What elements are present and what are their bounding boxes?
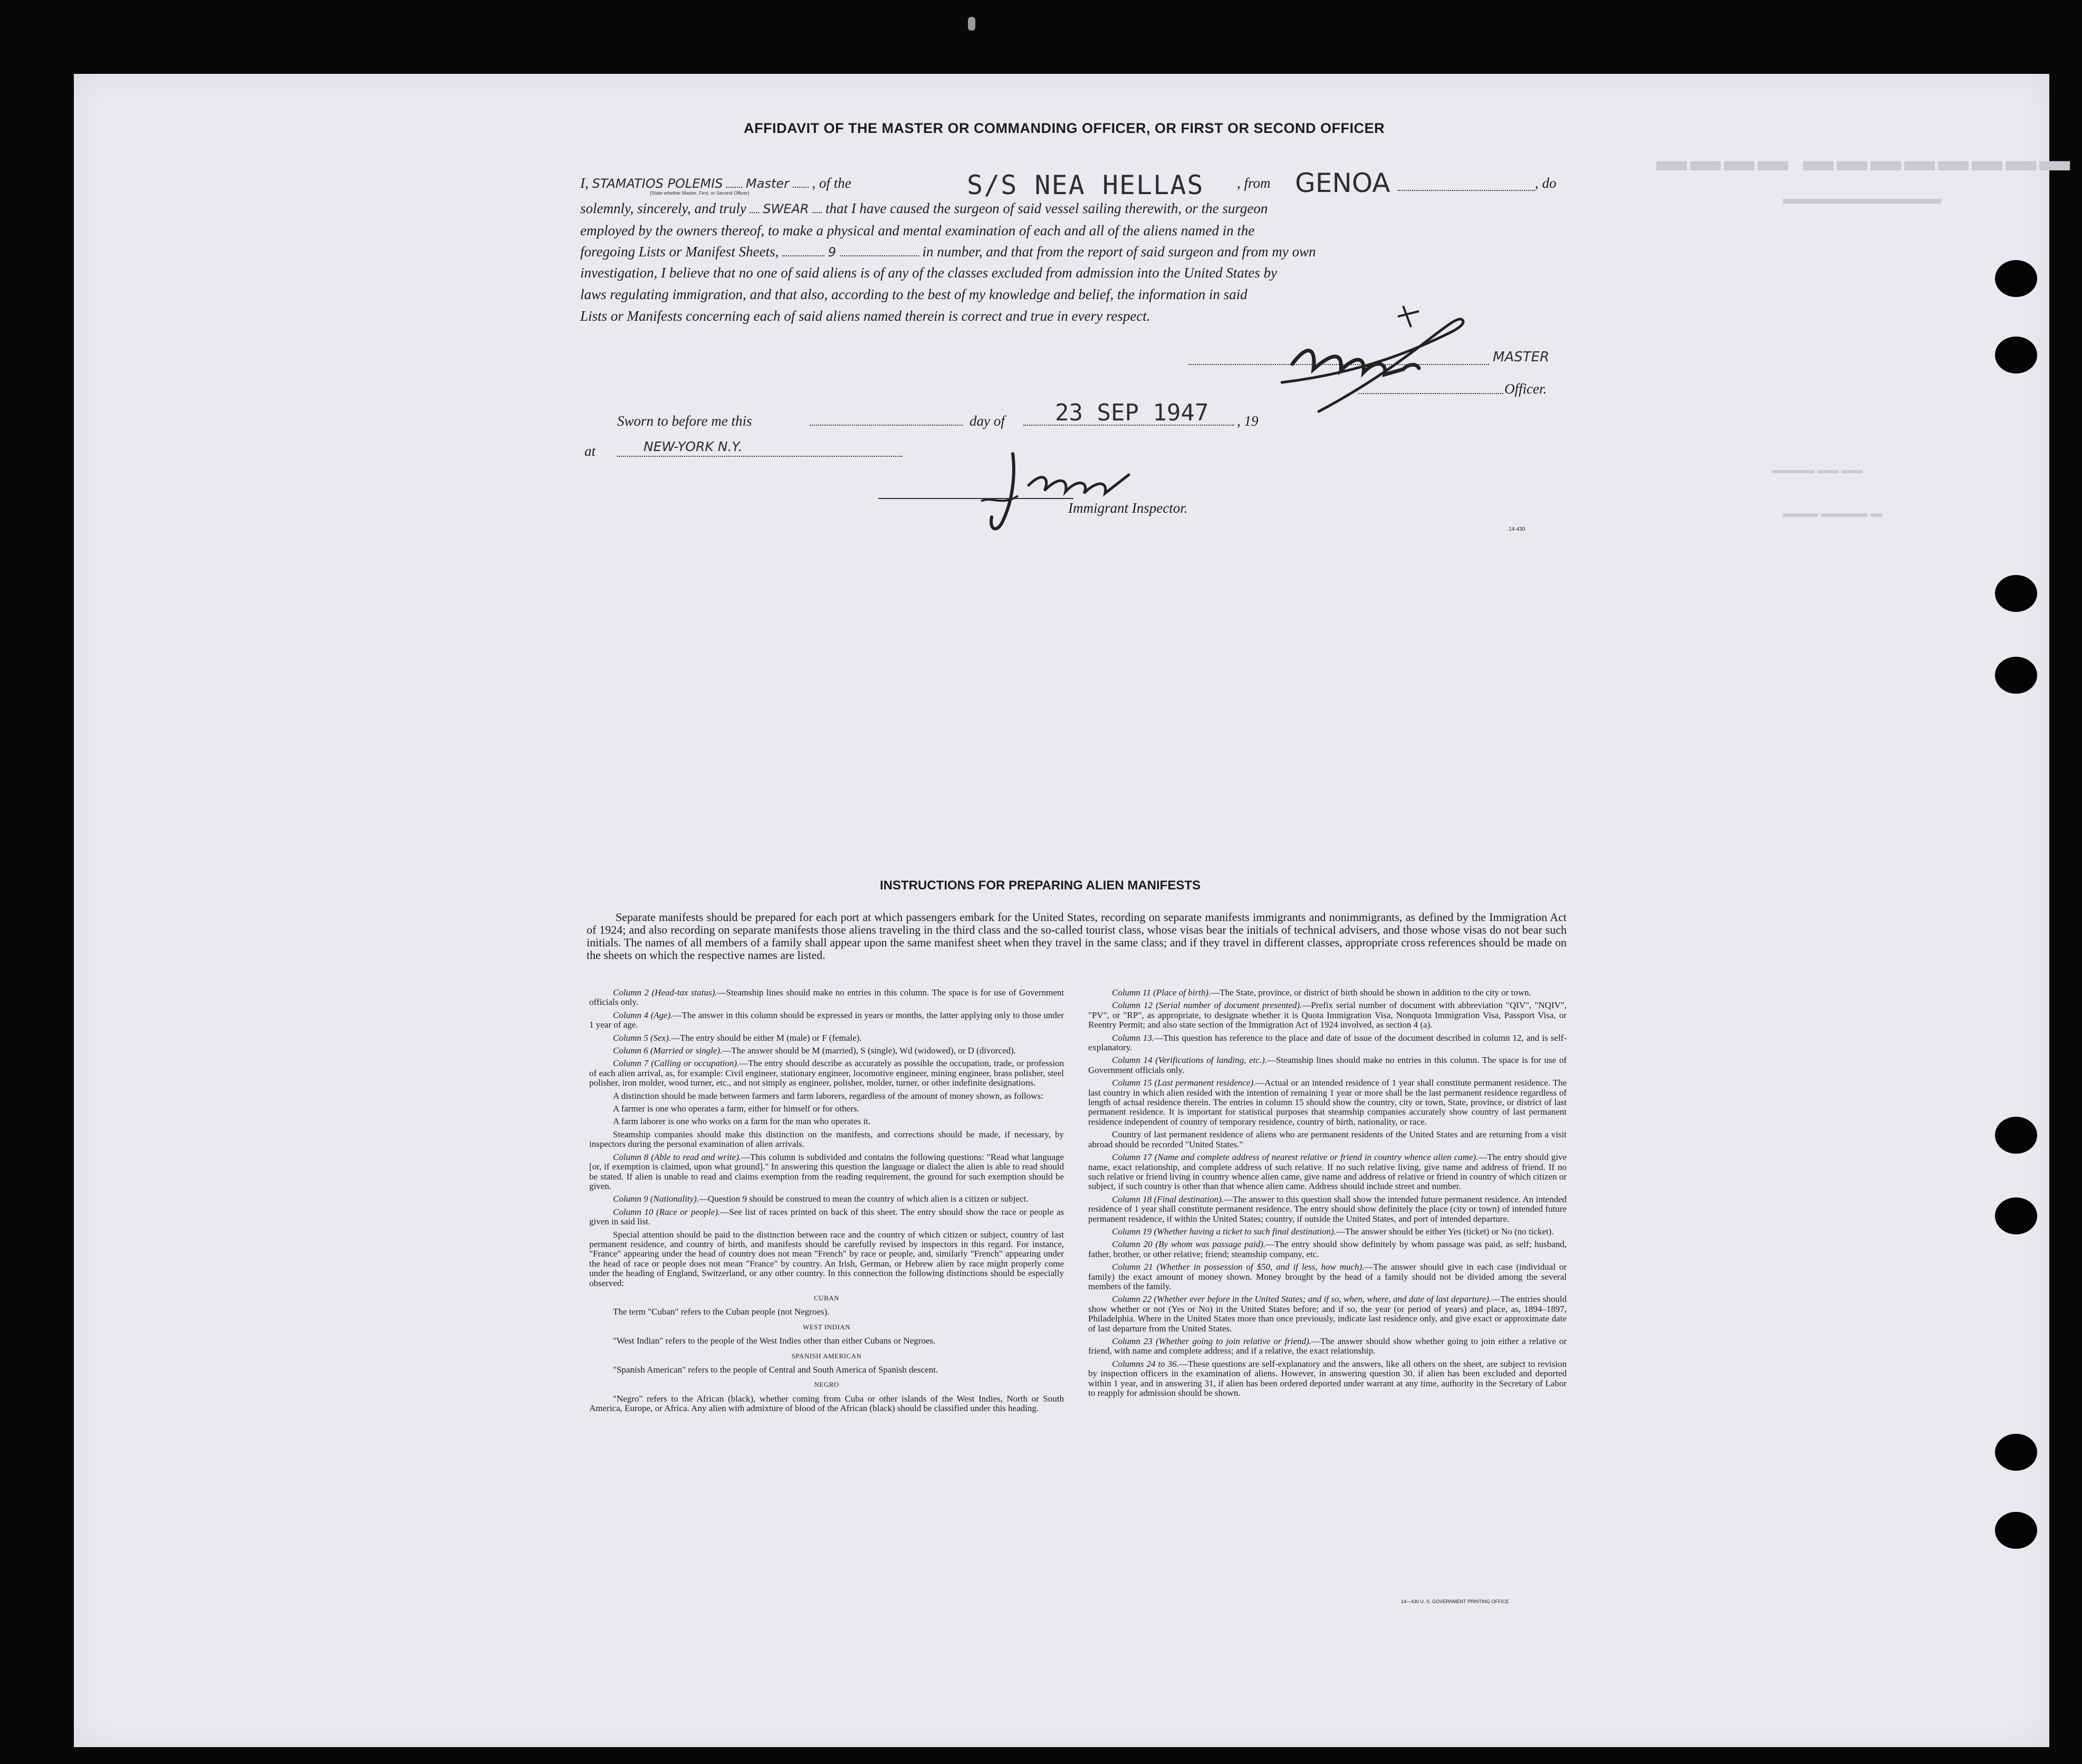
master-name: STAMATIOS POLEMIS: [592, 176, 723, 191]
subsection-paragraph: [589, 1307, 1064, 1317]
column-text: A farmer is one who operates a farm, either for himself or for others.: [613, 1104, 859, 1114]
instruction-paragraph: [1088, 1227, 1567, 1236]
instructions-title: INSTRUCTIONS FOR PREPARING ALIEN MANIFESTS: [880, 878, 1201, 893]
column-text: —The answer should show whether going to join either a relative or friend, with name and complete address; and if a relative, the exact relationship.: [1088, 1336, 1567, 1356]
sworn-label: Sworn to before me this: [617, 413, 752, 429]
bleed-through-text: ▬▬▬▬ ▬▬ ▬▬: [1772, 464, 1863, 476]
master-signature-line: [1188, 364, 1489, 365]
punch-hole: [1995, 1197, 2037, 1234]
sheet-count: 9: [828, 245, 837, 260]
column-label: Column 8 (Able to read and write).: [613, 1152, 742, 1162]
column-text: "Spanish American" refers to the people of Central and South America of Spanish descent.: [613, 1365, 938, 1375]
column-label: Columns 24 to 36.: [1112, 1358, 1179, 1369]
column-text: —These questions are self-explanatory and the answers, like all others on the sheet, are subject to revision by inspection officers in the examination of aliens. However, in answering question 30, if alien has been excluded and deported within 1 year, and in answering 31, if alien has been ordered deported under warrant at any time, authority in the Secretary of Labor to reapply for admission should be shown.: [1088, 1358, 1567, 1398]
column-text: —The State, province, or district of birth should be shown in addition to the city or town.: [1211, 988, 1531, 998]
bleed-through-text: ▬▬▬ ▬▬▬▬ ▬: [1783, 506, 1883, 520]
year-label: , 19: [1237, 413, 1259, 429]
instruction-paragraph: [1088, 988, 1567, 998]
instruction-paragraph: [1088, 1337, 1567, 1356]
master-label: MASTER: [1493, 349, 1550, 365]
column-label: Column 19 (Whether having a ticket to such final destination).: [1112, 1226, 1336, 1236]
punch-hole: [1995, 657, 2037, 694]
column-text: —Actual or an intended residence of 1 year shall constitute permanent residence. The last country in which alien resided with the intention of remaining 1 year or more shall be the last permanent residence regardless of length of actual residence therein. The entries in column 15 should show the country, city or town, State, province, or district of last permanent residence. It is important for statistical purposes that steamship companies accurately show country of last permanent residence independent of country of temporary residence, country of birth, nationality, or race.: [1088, 1078, 1567, 1127]
column-text: —This question has reference to the place and date of issue of the document described in column 12, and is self-explanatory.: [1088, 1032, 1567, 1053]
column-text: —The answer to this question shall show the intended future permanent residence. An intended residence of 1 year shall constitute permanent residence. The entry should show definitely the place (city or town) of intended future permanent residence, if within the United States; country, if outside the United States, and port of intended departure.: [1088, 1194, 1567, 1224]
column-text: A distinction should be made between farmers and farm laborers, regardless of the amount of money shown, as follows:: [613, 1090, 1043, 1101]
master-signature: [1229, 301, 1493, 417]
instructions-right-column: [1088, 988, 1567, 1401]
punch-hole: [1995, 1512, 2037, 1549]
column-label: Column 17 (Name and complete address of nearest relative or friend in country whence alien came).: [1112, 1152, 1479, 1163]
affidavit-line-2: [580, 200, 1268, 217]
instruction-paragraph: [1088, 1078, 1567, 1127]
column-text: Special attention should be paid to the distinction between race and the country of which citizen or subject, country of last permanent residence, and country of birth, and manifests should be carefully revised by inspectors in this regard. For instance, "France" appearing under the head of country does not mean "French" by race or people, and, similarly "French" appearing under the head of race or people does not mean "France" by country. An Irish, German, or Hebrew alien by race might properly come under the heading of England, Switzerland, or any other country. In this connection the following distinctions should be especially observed:: [589, 1229, 1064, 1288]
instruction-paragraph: [589, 1033, 1064, 1043]
affidavit-line-1: [580, 175, 851, 191]
rank-caption: (State whether Master, First, or Second Officer): [650, 190, 750, 196]
line-text: in number, and that from the report of said surgeon and from my own: [922, 244, 1316, 260]
punch-hole: [1995, 337, 2037, 373]
inspector-line: [878, 498, 1073, 499]
column-text: —This column is subdivided and contains the following questions: "Read what language [or, if exemption is claimed, upon what ground]." In answering this question the language or dialect the alien is able to read should be stated. If alien is unable to read and claims exemption from the reading requirement, the ground for such exemption should be given.: [589, 1152, 1064, 1191]
column-text: —Steamship lines should make no entries in this column. The space is for use of Government officials only.: [1088, 1055, 1567, 1075]
instruction-paragraph: [1088, 1240, 1567, 1259]
column-text: Country of last permanent residence of aliens who are permanent residents of the United States and are returning from a visit abroad should be recorded "United States.": [1088, 1129, 1567, 1149]
punch-hole: [1995, 1434, 2037, 1471]
instruction-paragraph: [589, 1104, 1064, 1114]
punch-hole: [1995, 260, 2037, 297]
affidavit-line-5: investigation, I believe that no one of said aliens is of any of the classes excluded from admission into the United States by: [580, 265, 1278, 281]
of-the-text: , of the: [812, 175, 851, 191]
instruction-paragraph: [1088, 1056, 1567, 1075]
officer-line: [1358, 393, 1503, 394]
column-text: —The entry should give name, exact relationship, and complete address of such relative. If no such relative living, give name and address of friend. If no such relative or friend living in country whence alien came, give name and address of relative or friend in country of which citizen or subject, if such country is other than that whence alien came. Address should include street and number.: [1088, 1152, 1567, 1192]
subsection-heading: WEST INDIAN: [802, 1322, 851, 1331]
instruction-paragraph: [589, 1046, 1064, 1056]
punch-hole: [1995, 575, 2037, 612]
column-label: Column 21 (Whether in possession of $50, and if less, how much).: [1112, 1262, 1365, 1272]
column-text: The term "Cuban" refers to the Cuban people (not Negroes).: [613, 1307, 830, 1317]
column-label: Column 5 (Sex).: [613, 1032, 671, 1043]
subsection-heading: NEGRO: [814, 1380, 839, 1389]
subsection-heading: CUBAN: [813, 1293, 839, 1302]
instruction-paragraph: [589, 1230, 1064, 1288]
column-label: Column 2 (Head-tax status).: [613, 988, 717, 998]
column-text: —The answer in this column should be expressed in years or months, the latter applying only to those under 1 year of age.: [589, 1010, 1064, 1030]
column-text: "West Indian" refers to the people of the West Indies other than either Cubans or Negroes.: [613, 1336, 936, 1346]
officer-label: Officer.: [1504, 381, 1547, 397]
column-text: —Question 9 should be construed to mean the country of which alien is a citizen or subject.: [698, 1194, 1029, 1204]
instruction-paragraph: [589, 1207, 1064, 1227]
subsection-paragraph: [589, 1336, 1064, 1346]
subsection-paragraph: [589, 1365, 1064, 1375]
column-text: —The answer should be either Yes (ticket) or No (no ticket).: [1336, 1226, 1554, 1236]
punch-hole: [1995, 1117, 2037, 1154]
column-label: Column 11 (Place of birth).: [1112, 988, 1211, 998]
column-label: Column 7 (Calling or occupation).: [613, 1058, 740, 1069]
inspector-signature: [971, 443, 1182, 549]
column-text: "Negro" refers to the African (black), whether coming from Cuba or other islands of the West Indies, North or South America, Europe, or Africa. Any alien with admixture of blood of the African (black) should be classified under this heading.: [589, 1393, 1064, 1414]
instruction-paragraph: [589, 1117, 1064, 1126]
place-entry: NEW-YORK N.Y.: [644, 439, 743, 454]
affidavit-line-6: laws regulating immigration, and that also, according to the best of my knowledge and belief, the information in said: [580, 286, 1248, 302]
column-text: —The entry should be either M (male) or F (female).: [671, 1032, 862, 1043]
port-underline: [1398, 190, 1535, 191]
column-label: Column 13.: [1112, 1032, 1155, 1043]
column-label: Column 22 (Whether ever before in the United States; and if so, when, where, and date of last departure).: [1112, 1294, 1492, 1305]
instruction-paragraph: [589, 988, 1064, 1008]
instruction-paragraph: [589, 1011, 1064, 1030]
date-stamp: 23 SEP 1947: [1055, 399, 1209, 426]
port-stamp: GENOA: [1295, 168, 1390, 198]
prefix-text: I,: [580, 175, 589, 191]
column-text: —The entries should show whether or not (Yes or No) in the United States before; and if so, the year (or period of years) and place, as, 1894–1897, Philadelphia. Where in the United States more than once previously, indicate last residence only, and give exact or approximate date of last departure from the United States.: [1088, 1294, 1567, 1334]
column-text: —The entry should describe as accurately as possible the occupation, trade, or profession of each alien arrival, as, for example: Civil engineer, stationary engineer, locomotive engineer, mining engineer, brass polisher, steel polisher, iron molder, wood turner, etc., and not simply as engineer, polisher, molder, turner, or other indefinite designations.: [589, 1058, 1064, 1088]
instruction-paragraph: [1088, 1359, 1567, 1398]
instructions-footer: 14—430 U. S. GOVERNMENT PRINTING OFFICE: [1401, 1599, 1509, 1604]
instruction-paragraph: [589, 1153, 1064, 1192]
column-text: —The entry should show definitely by whom passage was paid, as self; husband, father, brother, or other relative; friend; steamship company, etc.: [1088, 1239, 1567, 1259]
affidavit-line-4: [580, 244, 1316, 260]
line-text: that I have caused the surgeon of said vessel sailing therewith, or the surgeon: [825, 200, 1268, 216]
instruction-paragraph: [1088, 1130, 1567, 1149]
column-label: Column 18 (Final destination).: [1112, 1194, 1224, 1204]
bleed-through-text: ▬▬▬▬ ▬▬▬▬▬▬▬▬: [1656, 143, 2074, 177]
officer-rank: Master: [745, 176, 789, 191]
column-text: Steamship companies should make this distinction on the manifests, and corrections should be made, if necessary, by inspectors during the personal examination of alien arrivals.: [589, 1129, 1064, 1149]
column-label: Column 9 (Nationality).: [613, 1194, 699, 1204]
column-label: Column 4 (Age).: [613, 1010, 673, 1020]
line-text: foregoing Lists or Manifest Sheets,: [580, 244, 779, 260]
at-label: at: [584, 443, 596, 459]
line-text: solemnly, sincerely, and truly: [580, 200, 746, 216]
instruction-paragraph: [1088, 1033, 1567, 1053]
instruction-paragraph: [589, 1130, 1064, 1149]
affidavit-line-7: Lists or Manifests concerning each of said aliens named therein is correct and true in every respect.: [580, 308, 1150, 324]
affidavit-line-3: employed by the owners thereof, to make a physical and mental examination of each and all of the aliens named in the: [580, 223, 1255, 238]
instruction-paragraph: [589, 1194, 1064, 1204]
place-line: [617, 456, 902, 457]
swear-entry: SWEAR: [763, 202, 809, 216]
instruction-paragraph: [589, 1091, 1064, 1101]
instruction-paragraph: [1088, 1001, 1567, 1030]
column-label: Column 6 (Married or single).: [613, 1046, 723, 1056]
column-label: Column 15 (Last permanent residence).: [1112, 1078, 1256, 1088]
affidavit-title: AFFIDAVIT OF THE MASTER OR COMMANDING OFFICER, OR FIRST OR SECOND OFFICER: [744, 120, 1385, 136]
column-label: Column 14 (Verifications of landing, etc.).: [1112, 1055, 1267, 1066]
form-number: 14-430: [1509, 526, 1525, 532]
instruction-paragraph: [589, 1059, 1064, 1088]
column-label: Column 23 (Whether going to join relative or friend).: [1112, 1336, 1311, 1346]
column-text: —Steamship lines should make no entries in this column. The space is for use of Government officials only.: [589, 988, 1064, 1008]
column-text: —Prefix serial number of document with abbreviation "QIV", "NQIV", "PV", or "RP", as appropriate, to designate whether it is Quota Immigration Visa, Nonquota Immigration Visa, Passport Visa, or Reentry Permit; and also state section of the Immigration Act of 1924 involved, as section 4 (a).: [1088, 1000, 1567, 1030]
subsection-heading: SPANISH AMERICAN: [791, 1351, 862, 1360]
column-text: —The answer should be M (married), S (single), Wd (widowed), or D (divorced).: [722, 1046, 1016, 1056]
vessel-name-stamp: S/S NEA HELLAS: [967, 170, 1204, 200]
instructions-intro: Separate manifests should be prepared for each port at which passengers embark for the United States, recording on separate manifests immigrants and nonimmigrants, as defined by the Immigration Act of 1924; and also recording on separate manifests those aliens traveling in the third class and the so-called tourist class, whose visas bear the initials of technical advisers, and those whose visas do not bear such initials. The names of all members of a family shall appear upon the same manifest sheet when they travel in the same class; and if they travel in different classes, appropriate cross references should be made on the sheets on which the respective names are listed.: [587, 910, 1567, 962]
bleed-through-text: ▬▬▬▬▬▬▬▬▬▬: [1783, 190, 1941, 207]
instruction-paragraph: [1088, 1262, 1567, 1291]
instruction-paragraph: [1088, 1195, 1567, 1224]
subsection-paragraph: [589, 1394, 1064, 1414]
scan-mark: [968, 17, 975, 31]
from-label: , from: [1237, 175, 1271, 191]
inspector-label: Immigrant Inspector.: [1068, 500, 1188, 516]
do-label: , do: [1535, 175, 1557, 191]
day-of-label: day of: [970, 413, 1005, 429]
column-text: —The answer should give in each case (individual or family) the exact amount of money shown. Money brought by the head of a family should not be divided among the several members of the family.: [1088, 1262, 1567, 1291]
instruction-paragraph: [1088, 1295, 1567, 1334]
column-text: A farm laborer is one who works on a farm for the man who operates it.: [613, 1116, 871, 1127]
instructions-left-column: [589, 988, 1064, 1417]
instruction-paragraph: [1088, 1153, 1567, 1192]
column-label: Column 10 (Race or people).: [613, 1206, 721, 1217]
column-text: —See list of races printed on back of this sheet. The entry should show the race or people as given in said list.: [589, 1206, 1064, 1227]
day-line: [810, 425, 963, 426]
column-label: Column 20 (By whom was passage paid).: [1112, 1239, 1266, 1250]
column-label: Column 12 (Serial number of document presented).: [1112, 1000, 1302, 1011]
